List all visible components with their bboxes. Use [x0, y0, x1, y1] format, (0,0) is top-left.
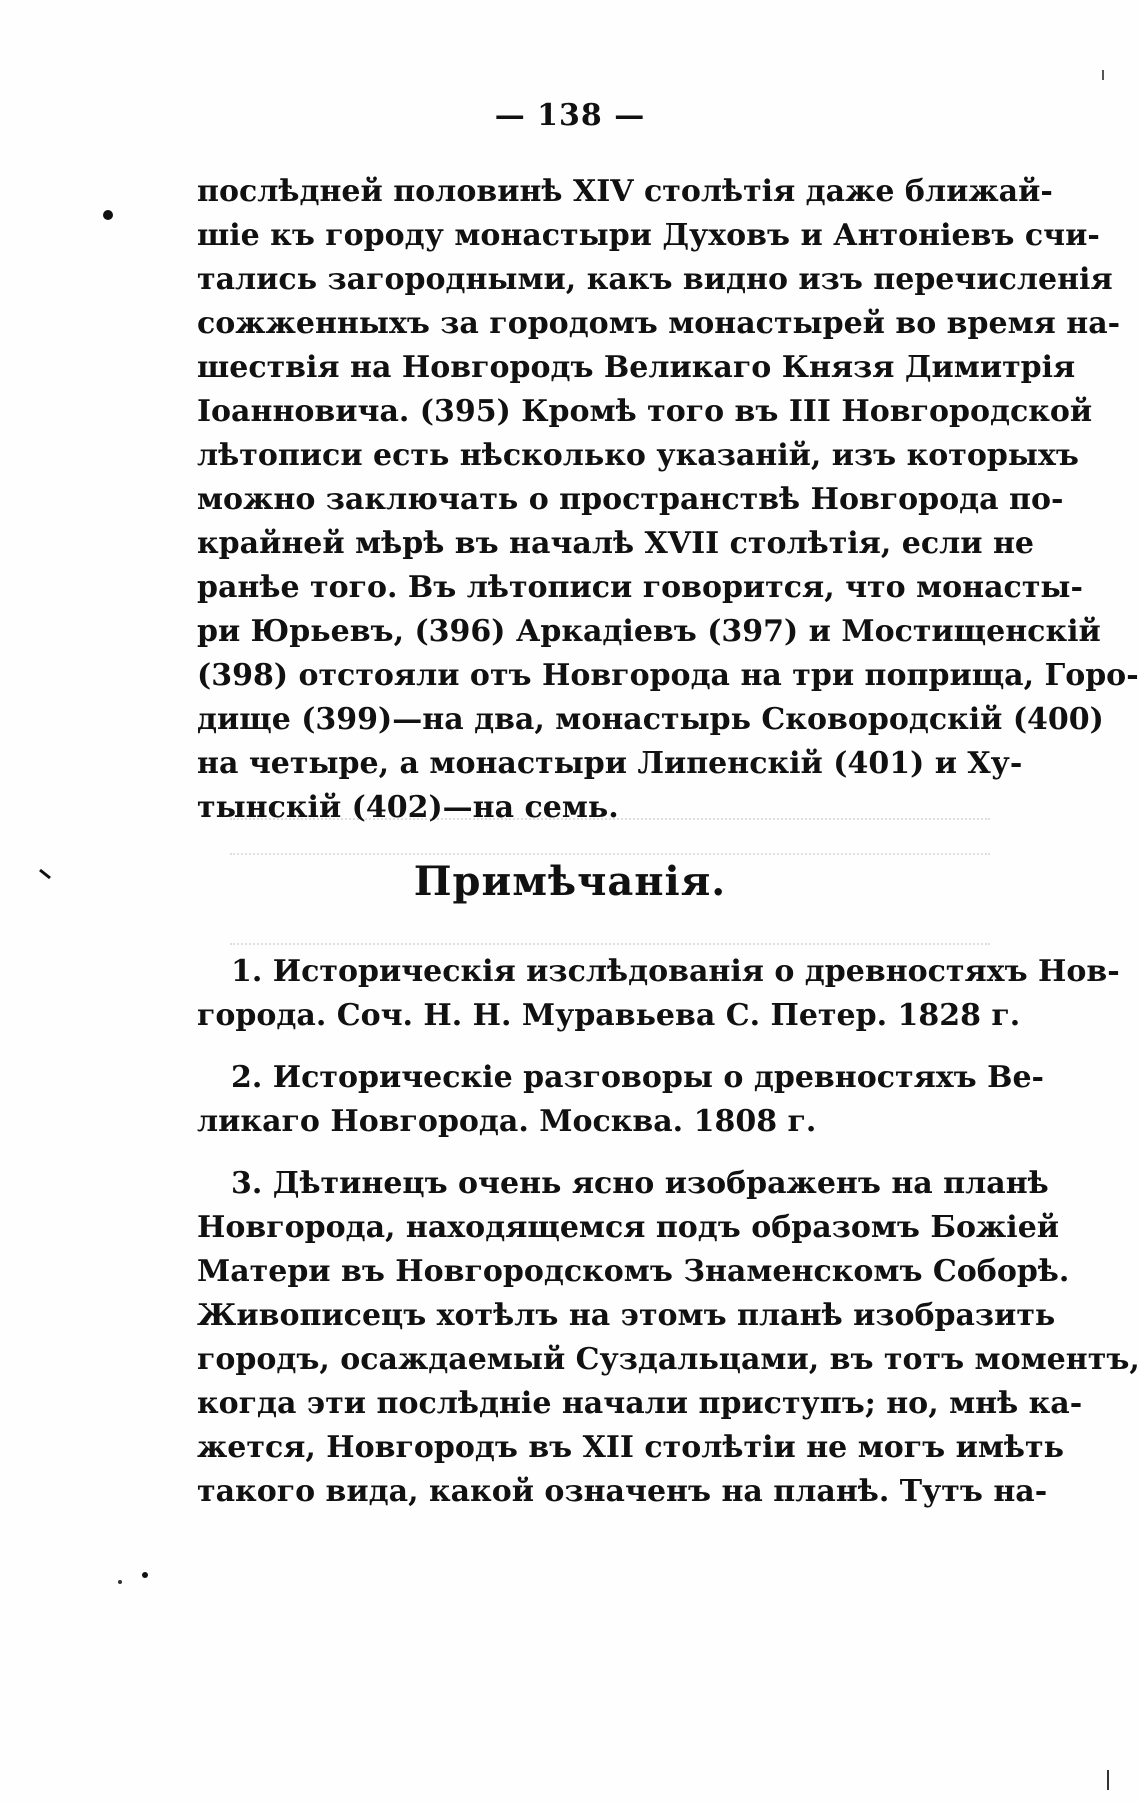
- body-line: тынскій (402)—на семь.: [197, 790, 619, 825]
- body-line: Іоанновича. (395) Кромѣ того въ III Новгородской: [197, 394, 1093, 429]
- note-line: городъ, осаждаемый Суздальцами, въ тотъ моментъ,: [197, 1342, 1140, 1377]
- ink-speck: [142, 1572, 148, 1578]
- body-line: послѣдней половинѣ XIV столѣтія даже ближай-: [197, 174, 1053, 209]
- body-line: на четыре, а монастыри Липенскій (401) и Ху-: [197, 746, 1023, 781]
- note-line: 1. Историческія изслѣдованія о древностяхъ Нов-: [231, 954, 1120, 989]
- body-line: шествія на Новгородъ Великаго Князя Димитрія: [197, 350, 1076, 385]
- body-line: лѣтописи есть нѣсколько указаній, изъ которыхъ: [197, 438, 1079, 473]
- body-line: шіе къ городу монастыри Духовъ и Антоніевъ счи-: [197, 218, 1100, 253]
- note-item: [197, 950, 1120, 1038]
- note-line: такого вида, какой означенъ на планѣ. Тутъ на-: [197, 1474, 1048, 1509]
- note-line: жется, Новгородъ въ XII столѣтіи не могъ имѣть: [197, 1430, 1064, 1465]
- ink-speck: [103, 210, 113, 220]
- bleed-through-row: [230, 925, 990, 945]
- body-line: ри Юрьевъ, (396) Аркадіевъ (397) и Мостищенскій: [197, 614, 1101, 649]
- note-line: Матери въ Новгородскомъ Знаменскомъ Соборѣ.: [197, 1254, 1070, 1289]
- bleed-through-row: [230, 800, 990, 820]
- body-line: ранѣе того. Въ лѣтописи говорится, что монасты-: [197, 570, 1083, 605]
- note-item: [197, 1056, 1044, 1144]
- body-line: можно заключать о пространствѣ Новгорода по-: [197, 482, 1064, 517]
- notes-heading: Примѣчанія.: [413, 858, 727, 905]
- body-text: [197, 170, 1139, 830]
- body-line: крайней мѣрѣ въ началѣ XVII столѣтія, если не: [197, 526, 1034, 561]
- note-line: 3. Дѣтинецъ очень ясно изображенъ на планѣ: [231, 1166, 1049, 1201]
- ink-speck: [118, 1580, 122, 1584]
- note-line: когда эти послѣдніе начали приступъ; но, мнѣ ка-: [197, 1386, 1083, 1421]
- body-line: (398) отстояли отъ Новгорода на три поприща, Горо-: [197, 658, 1139, 693]
- note-line: города. Соч. Н. Н. Муравьева С. Петер. 1828 г.: [197, 998, 1021, 1033]
- notes-list: [197, 950, 1140, 1532]
- note-line: Живописецъ хотѣлъ на этомъ планѣ изобразить: [197, 1298, 1056, 1333]
- page-number: — 138 —: [494, 98, 646, 133]
- note-line: 2. Историческіе разговоры о древностяхъ Ве-: [231, 1060, 1044, 1095]
- note-line: Новгорода, находящемся подъ образомъ Божіей: [197, 1210, 1060, 1245]
- body-line: сожженныхъ за городомъ монастырей во время на-: [197, 306, 1121, 341]
- body-line: тались загородными, какъ видно изъ перечисленія: [197, 262, 1113, 297]
- bleed-through-row: [230, 835, 990, 855]
- note-item: [197, 1162, 1140, 1514]
- note-line: ликаго Новгорода. Москва. 1808 г.: [197, 1104, 817, 1139]
- body-line: дище (399)—на два, монастырь Сковородскій (400): [197, 702, 1104, 737]
